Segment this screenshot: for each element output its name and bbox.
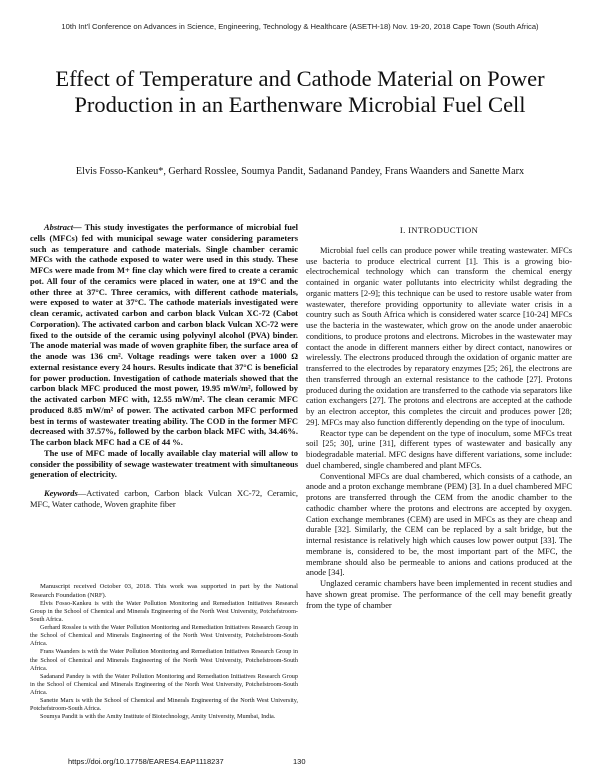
paper-title: Effect of Temperature and Cathode Material on Power Production in an Earthenware Microbial Fuel Cell [55, 66, 545, 117]
abstract-text: — This study investigates the performance of microbial fuel cells (MFCs) fed with municipal sewage water considering parameters such as temperature and cathode materials. Single chamber ceramic MFCs with the cathode exposed to water were used in this study. These MFCs were made from M+ fine clay which were fired to create a ceramic pot. All four of the ceramics were placed in water, one at 19°C and the other three at 37°C. Three ceramics, with different cathode materials, were exposed to water at 37°C. The cathode materials investigated were clean ceramic, activated carbon and carbon black Vulcan XC-72 (Cabot Corporation). The activated carbon and carbon black Vulcan XC-72 were fixed to the outside of the ceramic using polyvinyl alcohol (PVA) binder. The anode material was made of woven graphite fiber, the surface area of the anode was 136 cm². Voltage readings were taken over a 1000 Ω external resistance every 24 hours. Results indicate that 37°C is beneficial for power production. Investigation of cathode materials showed that the carbon black MFC produced the most power, 19.95 mW/m², followed by the activated carbon MFC with, 12.55 mW/m². The clean ceramic MFC produced 8.85 mW/m² of power. The activated carbon MFC performed best in terms of wastewater treating ability. The COD in the former MFC decreased with 37.57%, followed by the carbon black MFC with, 34.46%. The carbon black MFC had a CE of 44 %. [30, 222, 298, 447]
keywords-text: —Activated carbon, Carbon black Vulcan XC-72, Ceramic, MFC, Water cathode, Woven graphite fiber [30, 488, 298, 509]
footnote-affiliation: Sanette Marx is with the School of Chemical and Minerals Engineering of the North West University, Potchefstroom-South Africa. [30, 696, 298, 712]
author-list: Elvis Fosso-Kankeu*, Gerhard Rosslee, Soumya Pandit, Sadanand Pandey, Frans Waanders and Sanette Marx [75, 166, 525, 177]
footnotes [30, 583, 298, 721]
footnote-affiliation: Gerhard Rosslee is with the Water Pollution Monitoring and Remediation Initiatives Research Group in the School of Chemical and Minerals Engineering of the North West University, Potchefstroom-South Africa. [30, 624, 298, 648]
body-paragraph: Conventional MFCs are dual chambered, which consists of a cathode, an anode and a proton exchange membrane (PEM) [3]. In a duel chambered MFC protons are transferred through the CEM from the anodic chamber to the cathodic chamber where the protons and electrons are accepted by oxygen. Cation exchange membranes (CEM) are used in MFCs as they are cheap and durable [32]. Similarly, the CEM can be replaced by a salt bridge, but the internal resistance is relatively high which causes low power output [33]. The membrane is, considered to be, the most important part of the MFC, the membrane should also be permeable to anions and cations produced at the anode [34]. [306, 470, 572, 578]
conference-header: 10th Int'l Conference on Advances in Science, Engineering, Technology & Healthcare (ASETH-18) Nov. 19-20, 2018 Cape Town (South Africa) [61, 22, 539, 31]
page-number: 130 [293, 757, 306, 766]
abstract-paragraph [30, 222, 298, 448]
right-column [306, 222, 572, 610]
keywords [30, 488, 298, 510]
keywords-label: Keywords [44, 488, 78, 498]
section-heading: I. INTRODUCTION [399, 225, 479, 235]
doi-link[interactable]: https://doi.org/10.17758/EARES4.EAP1118237 [68, 757, 224, 766]
body-paragraph: Reactor type can be dependent on the type of inoculum, some MFCs treat soil [25; 30], urine [31], different types of wastewater and basically any biodegradable material. MFC designs have different variations, some include: duel chambered, single chambered and plant MFCs. [306, 427, 572, 470]
body-paragraph: Unglazed ceramic chambers have been implemented in recent studies and have shown great promise. The performance of the cell may benefit greatly from the type of chamber [306, 578, 572, 610]
footnote-manuscript: Manuscript received October 03, 2018. This work was supported in part by the National Research Foundation (NRF). [30, 583, 298, 599]
body-paragraph: Microbial fuel cells can produce power while treating wastewater. MFCs use bacteria to produce electrical current [1]. This is a growing bio-electrochemical technology which can transform the chemical energy contained in organic water pollutants into electricity whilst degrading the organic matters [2-9]; this technique can be used to restore usable water from wastewater, therefore providing opportunity to alleviate water crisis in a country such as South Africa which is considered water scarce [10-24] MFCs use the bacteria in the wastewater, which grow on the anode under anaerobic conditions, to produce protons and electrons. Microbes in the wastewater may contact the anode in different manners either by direct contact, nanowires or wirelessly. The electrons produced through the oxidation of organic matter are transferred to the electrodes by reparatory enzymes [25; 26], the electrons are then transferred through an external resistance to the cathode [27]. Protons produced during the oxidation are transferred to the cathode via separators like cation exchangers [27]. The protons and electrons are accepted at the cathode by an electron acceptor, this completes the circuit and produces power [28; 29]. MFCs may also function differently depending on the type of inoculum. [306, 244, 572, 427]
footnote-affiliation: Sadanand Pandey is with the Water Pollution Monitoring and Remediation Initiatives Research Group in the School of Chemical and Minerals Engineering of the North West University, Potchefstroom-South Africa. [30, 672, 298, 696]
left-column [30, 222, 298, 510]
footnote-affiliation: Elvis Fosso-Kankeu is with the Water Pollution Monitoring and Remediation Initiatives Research Group in the School of Chemical and Minerals Engineering of the North West University, Potchefstroom-South Africa. [30, 600, 298, 624]
abstract-label: Abstract [44, 222, 74, 232]
footnote-affiliation: Soumya Pandit is with the Amity Institute of Biotechnology, Amity University, Mumbai, India. [40, 712, 276, 720]
footnote-affiliation: Frans Waanders is with the Water Pollution Monitoring and Remediation Initiatives Research Group in the School of Chemical and Minerals Engineering of the North West University, Potchefstroom-South Africa. [30, 648, 298, 672]
abstract-paragraph-2: The use of MFC made of locally available clay material will allow to consider the possibility of sewage wastewater treatment with simultaneous generation of electricity. [30, 447, 298, 480]
